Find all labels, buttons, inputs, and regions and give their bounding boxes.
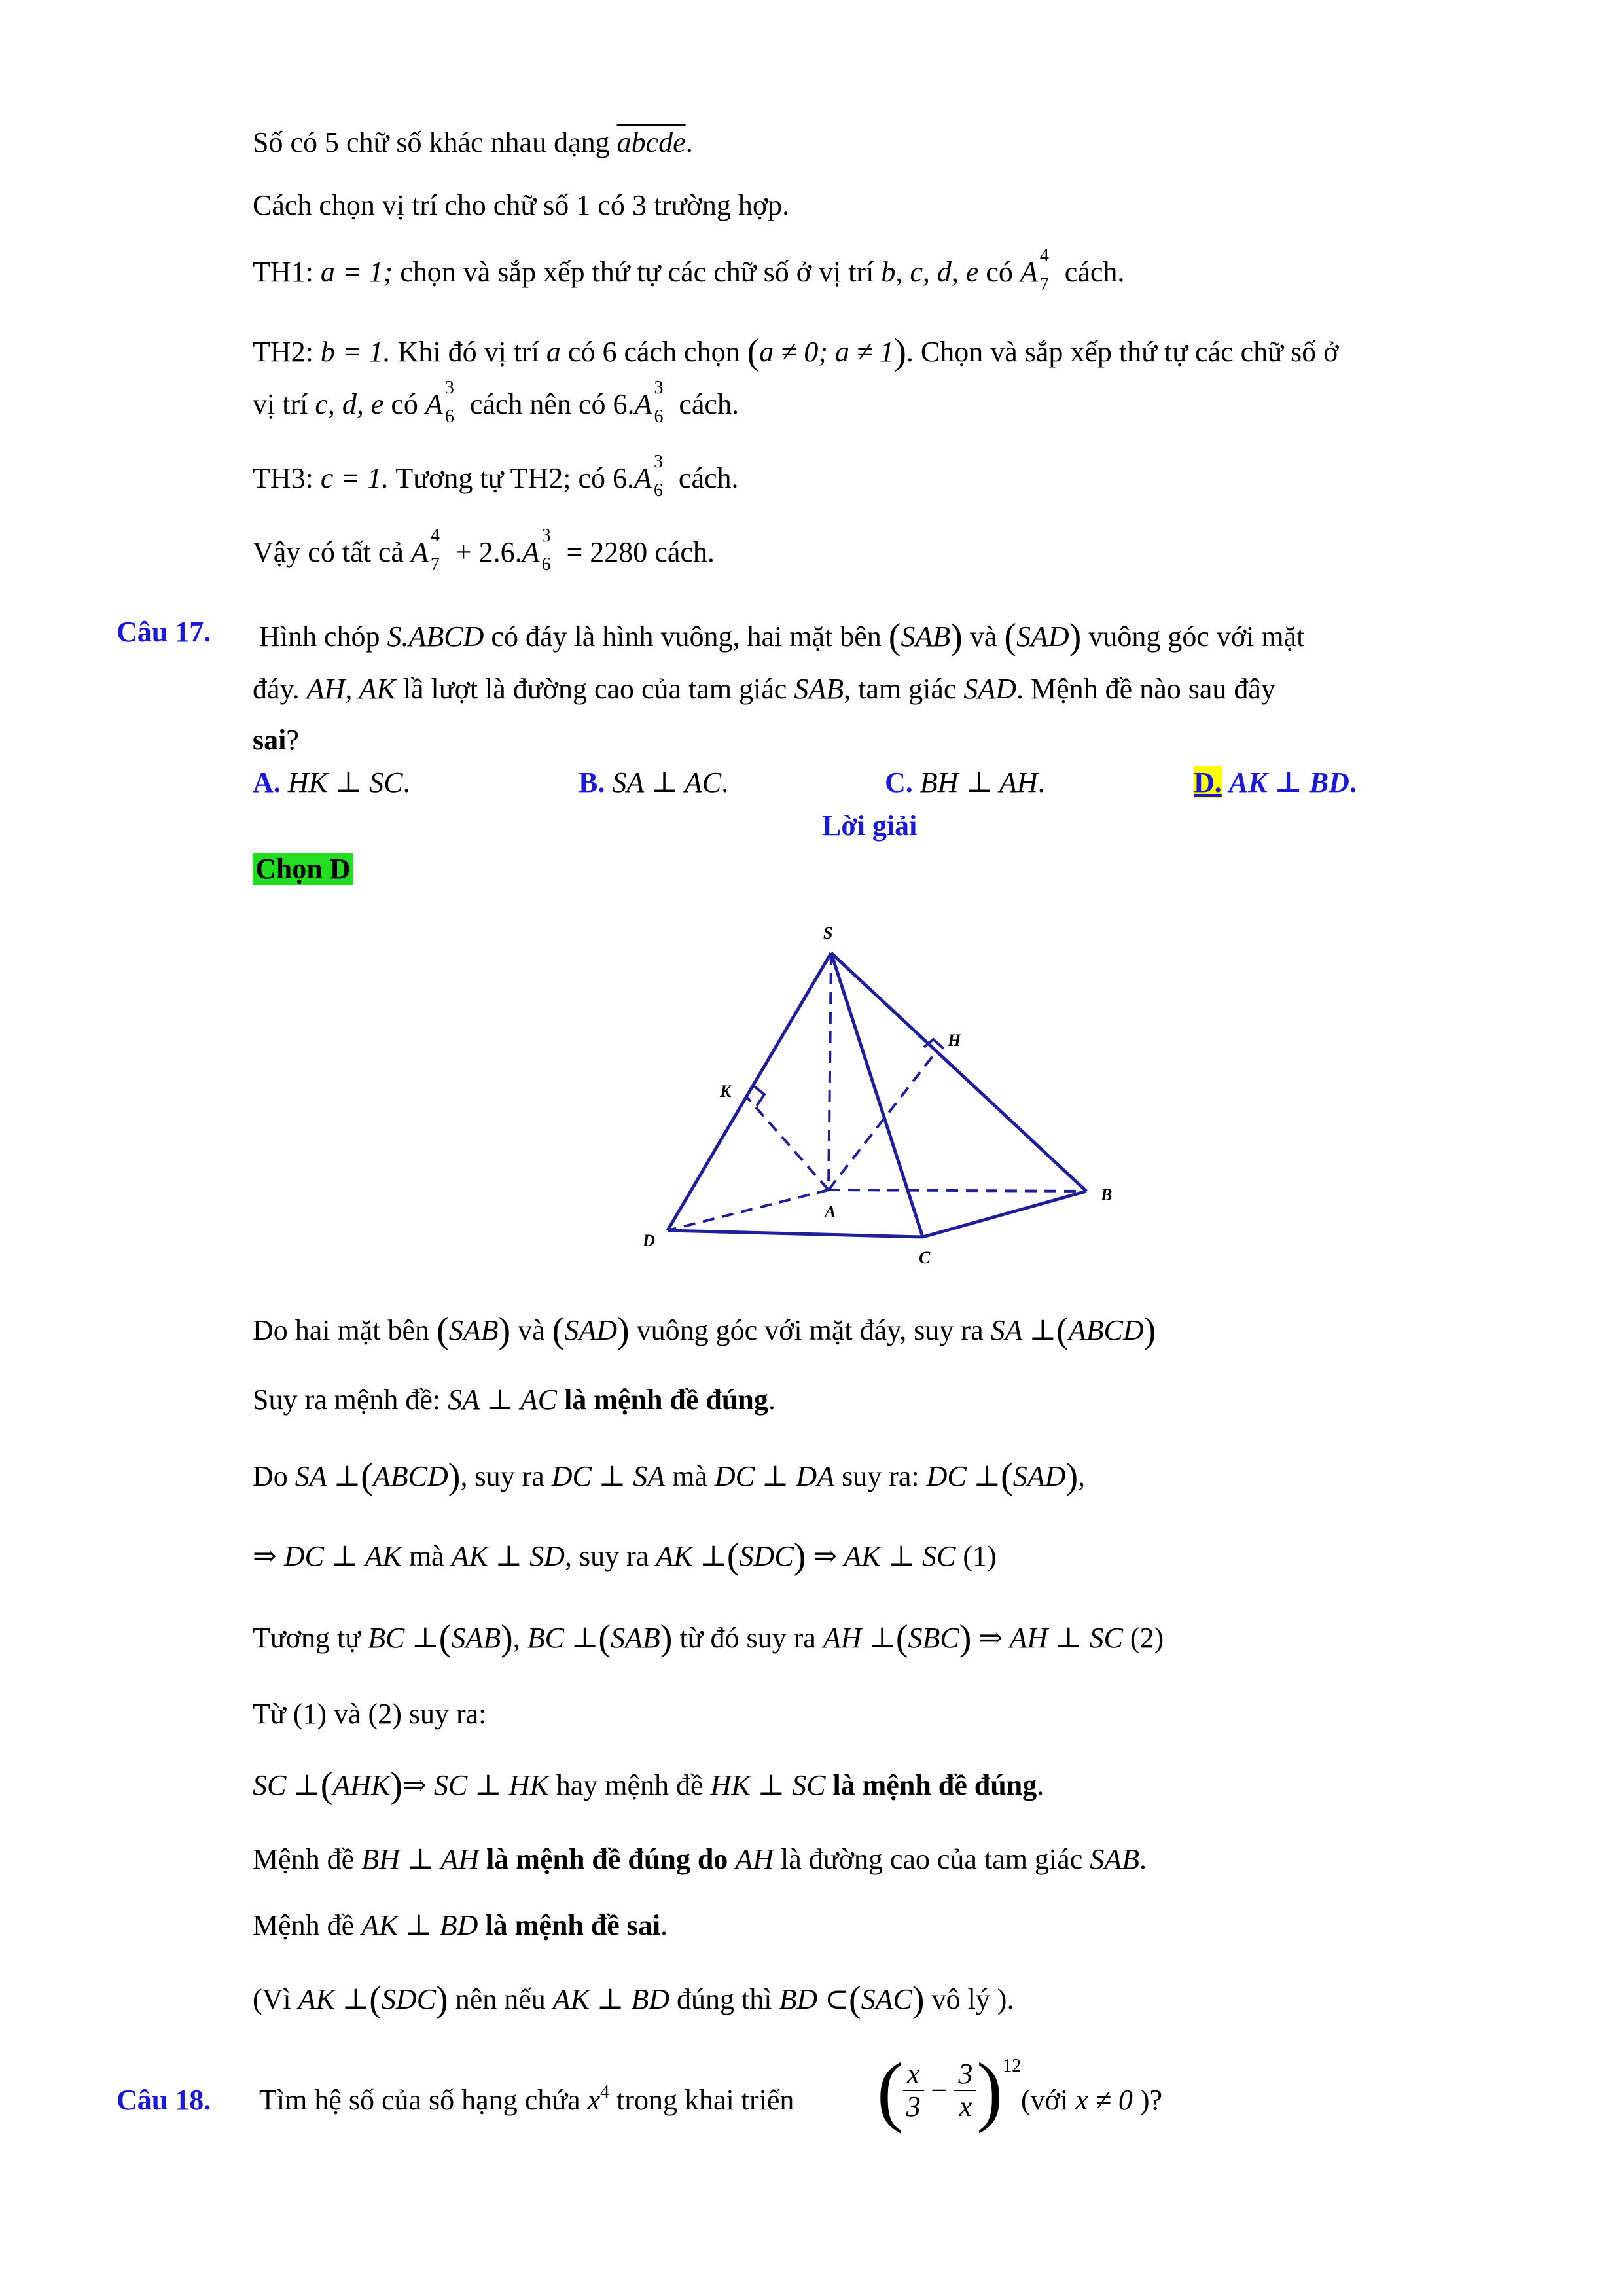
vertex-label-A: A: [825, 1202, 836, 1221]
text: vuông góc với mặt: [1088, 620, 1305, 653]
text: , tam giác: [844, 673, 957, 705]
math-expr: SDC: [739, 1540, 794, 1572]
exponent: 12: [1003, 2056, 1022, 2076]
text: ?: [286, 724, 299, 756]
math-expr: SAB: [901, 620, 951, 653]
question-label: Câu 18.: [116, 2084, 211, 2116]
bold-text: sai: [253, 724, 287, 756]
edge-SA: [829, 953, 831, 1190]
bold-text: là mệnh đề đúng: [832, 1769, 1037, 1801]
math-expr: DC ⊥ SA: [551, 1460, 666, 1492]
math-expr: SAB: [611, 1622, 660, 1654]
math-expr: ⇒ DC ⊥ AK: [253, 1540, 402, 1572]
question-label: Câu 17.: [116, 616, 211, 648]
option-d[interactable]: D. AK ⊥ BD.: [1194, 766, 1357, 798]
math-expr: SA ⊥ AC: [448, 1384, 558, 1416]
fraction: $\frac{3}{x}$: [954, 2058, 976, 2123]
option-c[interactable]: C. BH ⊥ AH.: [885, 766, 1045, 798]
vertex-label-K: K: [720, 1082, 732, 1101]
math-expr: BC ⊥: [368, 1622, 439, 1654]
arrangement-a63: A 3 6: [425, 378, 454, 427]
solution-line: ⇒ DC ⊥ AK mà AK ⊥ SD, suy ra AK ⊥(SDC) ⇒ AK ⊥ SC (1): [253, 1536, 997, 1577]
math-expr: DC ⊥ DA: [714, 1460, 835, 1492]
question-text: [1021, 2083, 1162, 2118]
math-expr: SAB: [448, 1314, 499, 1346]
equation-number: (2): [1130, 1622, 1164, 1654]
solution-line: Tương tự BC ⊥(SAB), BC ⊥(SAB) từ đó suy ra AH ⊥(SBC) ⇒ AH ⊥ SC (2): [253, 1618, 1164, 1659]
vertex-label-B: B: [1101, 1185, 1113, 1204]
text: đáy.: [253, 673, 300, 705]
text: trong khai triển: [616, 2084, 794, 2116]
option-key: C.: [885, 766, 913, 798]
vertex-label-C: C: [919, 1248, 931, 1267]
text: Do: [253, 1460, 288, 1492]
math-expr: BD ⊂: [779, 1983, 849, 2015]
text: Do hai mặt bên: [253, 1314, 430, 1346]
text: . Mệnh đề nào sau đây: [1016, 673, 1275, 705]
text: Khi đó vị trí: [397, 336, 539, 368]
solution-title: Lời giải: [822, 810, 918, 842]
text: . Chọn và sắp xếp thứ tự các chữ số ở: [906, 336, 1339, 368]
math-expr: BH ⊥ AH: [361, 1843, 480, 1875]
fraction: $\frac{x}{3}$: [903, 2058, 924, 2123]
math-expr: a = 1;: [320, 256, 393, 288]
math-expr: 6.: [613, 462, 635, 494]
text: Mệnh đề: [253, 1843, 355, 1875]
text: Tìm hệ số của số hạng chứa: [259, 2084, 580, 2116]
exponent: 4: [600, 2082, 610, 2102]
question-text: [253, 672, 1275, 707]
math-expr: + 2.6.: [448, 536, 522, 568]
math-expr: c, d, e: [315, 388, 384, 420]
option-key: B.: [579, 766, 605, 798]
text: cách.: [1064, 256, 1125, 288]
text-line: [253, 452, 739, 501]
math-expr: AHK: [332, 1769, 391, 1801]
text: suy ra:: [842, 1460, 919, 1492]
right-angle-mark-K: [753, 1085, 764, 1106]
option-text: BH ⊥ AH: [919, 766, 1038, 798]
solution-line: Từ (1) và (2) suy ra:: [253, 1698, 487, 1730]
edge-CB: [923, 1191, 1086, 1237]
math-expr: ⇒ AK ⊥ SC: [813, 1540, 956, 1572]
answer-choice: [253, 852, 353, 887]
text: có 6 cách chọn: [567, 336, 740, 368]
vertex-label-H: H: [948, 1031, 961, 1050]
option-b[interactable]: B. SA ⊥ AC.: [579, 766, 729, 798]
solution-line: Mệnh đề AK ⊥ BD là mệnh đề sai.: [253, 1909, 668, 1941]
text: cách.: [679, 388, 739, 420]
text: vô lý ).: [931, 1983, 1014, 2015]
solution-line: Do hai mặt bên (SAB) và (SAD) vuông góc với mặt đáy, suy ra SA ⊥(ABCD): [253, 1310, 1156, 1351]
math-expr: SC ⊥: [253, 1769, 321, 1801]
math-expr: BC ⊥: [527, 1622, 599, 1654]
solution-line: Mệnh đề BH ⊥ AH là mệnh đề đúng do AH là đường cao của tam giác SAB.: [253, 1843, 1147, 1875]
math-expr: AH, AK: [306, 673, 396, 705]
math-expr: a ≠ 0; a ≠ 1: [759, 336, 895, 368]
vertex-label-S: S: [823, 924, 833, 942]
math-expr: SBC: [908, 1622, 959, 1654]
text-line: Cách chọn vị trí cho chữ số 1 có 3 trường hợp.: [253, 189, 790, 221]
math-expr: AK ⊥: [656, 1540, 727, 1572]
text: (với: [1021, 2084, 1069, 2116]
text: )?: [1139, 2084, 1163, 2116]
math-expr: AK ⊥ BD: [552, 1983, 670, 2015]
math-expr: AH ⊥: [823, 1622, 896, 1654]
solution-line: Do SA ⊥(ABCD), suy ra DC ⊥ SA mà DC ⊥ DA suy ra: DC ⊥(SAD),: [253, 1456, 1086, 1497]
math-expr: SAD: [1016, 620, 1069, 653]
text: là đường cao của tam giác: [780, 1843, 1083, 1875]
text: có đáy là hình vuông, hai mặt bên: [491, 620, 882, 653]
edge-SD: [668, 953, 831, 1230]
text: nên nếu: [455, 1983, 546, 2015]
bold-text: là mệnh đề sai: [485, 1909, 661, 1941]
text: có: [391, 388, 418, 420]
option-text: HK ⊥ SC: [287, 766, 403, 798]
text: và: [518, 1314, 545, 1346]
text: Vậy có tất cả: [253, 536, 404, 568]
text: Số có 5 chữ số khác nhau dạng: [253, 126, 610, 158]
question-text: Hình chóp S.ABCD có đáy là hình vuông, hai mặt bên (SAB) và (SAD) vuông góc với mặt: [259, 617, 1305, 657]
text-line: [253, 245, 1125, 295]
math-expr: x: [587, 2084, 601, 2116]
text: Hình chóp: [259, 620, 380, 653]
answer-choice-label: Chọn D: [253, 853, 353, 885]
text: mà: [408, 1540, 444, 1572]
text: có: [986, 256, 1013, 288]
text-line: [253, 526, 715, 575]
text-line: [253, 378, 739, 427]
vertex-label-D: D: [643, 1231, 655, 1250]
text-line: TH2: b = 1. Khi đó vị trí a có 6 cách chọn (a ≠ 0; a ≠ 1). Chọn và sắp xếp thứ tự các chữ số ở: [253, 332, 1339, 372]
text: đúng thì: [677, 1983, 772, 2015]
math-expr: c = 1.: [320, 462, 389, 494]
math-expr: ⇒ AH ⊥ SC: [978, 1622, 1123, 1654]
text: , suy ra: [564, 1540, 649, 1572]
text: từ đó suy ra: [679, 1622, 816, 1654]
text: cách.: [654, 536, 715, 568]
math-expr: x ≠ 0: [1075, 2084, 1133, 2116]
edge-AD: [668, 1190, 829, 1230]
case-label: TH3:: [253, 462, 313, 494]
math-expr: AK ⊥ BD: [361, 1909, 478, 1941]
math-expr: b, c, d, e: [881, 256, 979, 288]
math-expr: SAD: [963, 673, 1017, 705]
math-expr: SAC: [861, 1983, 912, 2015]
math-expr: = 2280: [559, 536, 648, 568]
binomial-expression: ( $\frac{x}{3}$ − $\frac{3}{x}$ )$^{12}$: [877, 2047, 1022, 2134]
text: , suy ra: [460, 1460, 544, 1492]
text: Tương tự: [253, 1622, 361, 1654]
math-expr: b = 1.: [320, 336, 391, 368]
math-expr: ABCD: [1068, 1314, 1144, 1346]
solution-line: (Vì AK ⊥(SDC) nên nếu AK ⊥ BD đúng thì BD ⊂(SAC) vô lý ).: [253, 1979, 1014, 2020]
arrangement-a63: A 3 6: [522, 526, 551, 575]
math-expr: AH: [735, 1843, 774, 1875]
math-expr: abcde: [616, 126, 686, 158]
text-line: Số có 5 chữ số khác nhau dạng abcde.: [253, 126, 693, 158]
solution-line: SC ⊥(AHK)⇒ SC ⊥ HK hay mệnh đề HK ⊥ SC là mệnh đề đúng.: [253, 1765, 1044, 1806]
text: và: [969, 620, 997, 653]
text: chọn và sắp xếp thứ tự các chữ số ở vị trí: [400, 256, 874, 288]
segment-AH: [829, 1054, 935, 1190]
bold-text: là mệnh đề đúng do: [486, 1843, 728, 1875]
text: vị trí: [253, 388, 308, 420]
option-key: D.: [1194, 766, 1222, 798]
text: hay mệnh đề: [556, 1769, 704, 1801]
text: Tương tự TH2; có: [395, 462, 606, 494]
arrangement-a63: A 3 6: [634, 452, 664, 501]
math-expr: 6.: [613, 388, 635, 420]
arrangement-a63: A 3 6: [634, 378, 664, 427]
math-expr: a: [546, 336, 561, 368]
case-label: TH1:: [253, 256, 313, 288]
text: lầ lượt là đường cao của tam giác: [402, 673, 787, 705]
text: vuông góc với mặt đáy, suy ra: [636, 1314, 984, 1346]
math-expr: S.ABCD: [387, 620, 484, 653]
math-expr: SAB: [794, 673, 844, 705]
math-expr: ⇒ SC ⊥ HK: [402, 1769, 549, 1801]
math-expr: SAD: [564, 1314, 617, 1346]
math-expr: SA ⊥: [990, 1314, 1057, 1346]
text: (Vì: [253, 1983, 291, 2015]
equation-number: (1): [963, 1540, 997, 1572]
math-expr: AK ⊥: [298, 1983, 370, 2015]
text: Suy ra mệnh đề:: [253, 1384, 441, 1416]
math-expr: SAB: [451, 1622, 501, 1654]
bold-text: là mệnh đề đúng: [564, 1384, 768, 1416]
option-text: SA ⊥ AC: [612, 766, 722, 798]
text: cách nên có: [469, 388, 606, 420]
arrangement-a74: A 4 7: [410, 526, 440, 575]
math-expr: SA ⊥: [294, 1460, 361, 1492]
math-expr: SAD: [1012, 1460, 1066, 1492]
math-expr: SAB: [1090, 1843, 1139, 1875]
option-a[interactable]: A. HK ⊥ SC.: [253, 766, 410, 798]
text: Mệnh đề: [253, 1909, 355, 1941]
question-text: [253, 723, 299, 758]
math-expr: HK ⊥ SC: [710, 1769, 826, 1801]
math-expr: DC ⊥: [926, 1460, 1001, 1492]
math-expr: SDC: [381, 1983, 437, 2015]
text: mà: [672, 1460, 707, 1492]
edge-AB: [829, 1190, 1086, 1191]
math-expr: ABCD: [372, 1460, 448, 1492]
option-key: A.: [253, 766, 281, 798]
segment-AK: [746, 1096, 829, 1190]
math-expr: AK ⊥ SD: [451, 1540, 565, 1572]
text: cách.: [678, 462, 739, 494]
option-text: AK ⊥ BD: [1228, 766, 1349, 798]
pyramid-figure: [628, 910, 1126, 1276]
solution-line: Suy ra mệnh đề: SA ⊥ AC là mệnh đề đúng.: [253, 1384, 776, 1416]
question-text: [259, 2083, 794, 2118]
arrangement-a74: A 4 7: [1020, 245, 1049, 295]
case-label: TH2:: [253, 336, 313, 368]
edge-DC: [668, 1230, 923, 1237]
